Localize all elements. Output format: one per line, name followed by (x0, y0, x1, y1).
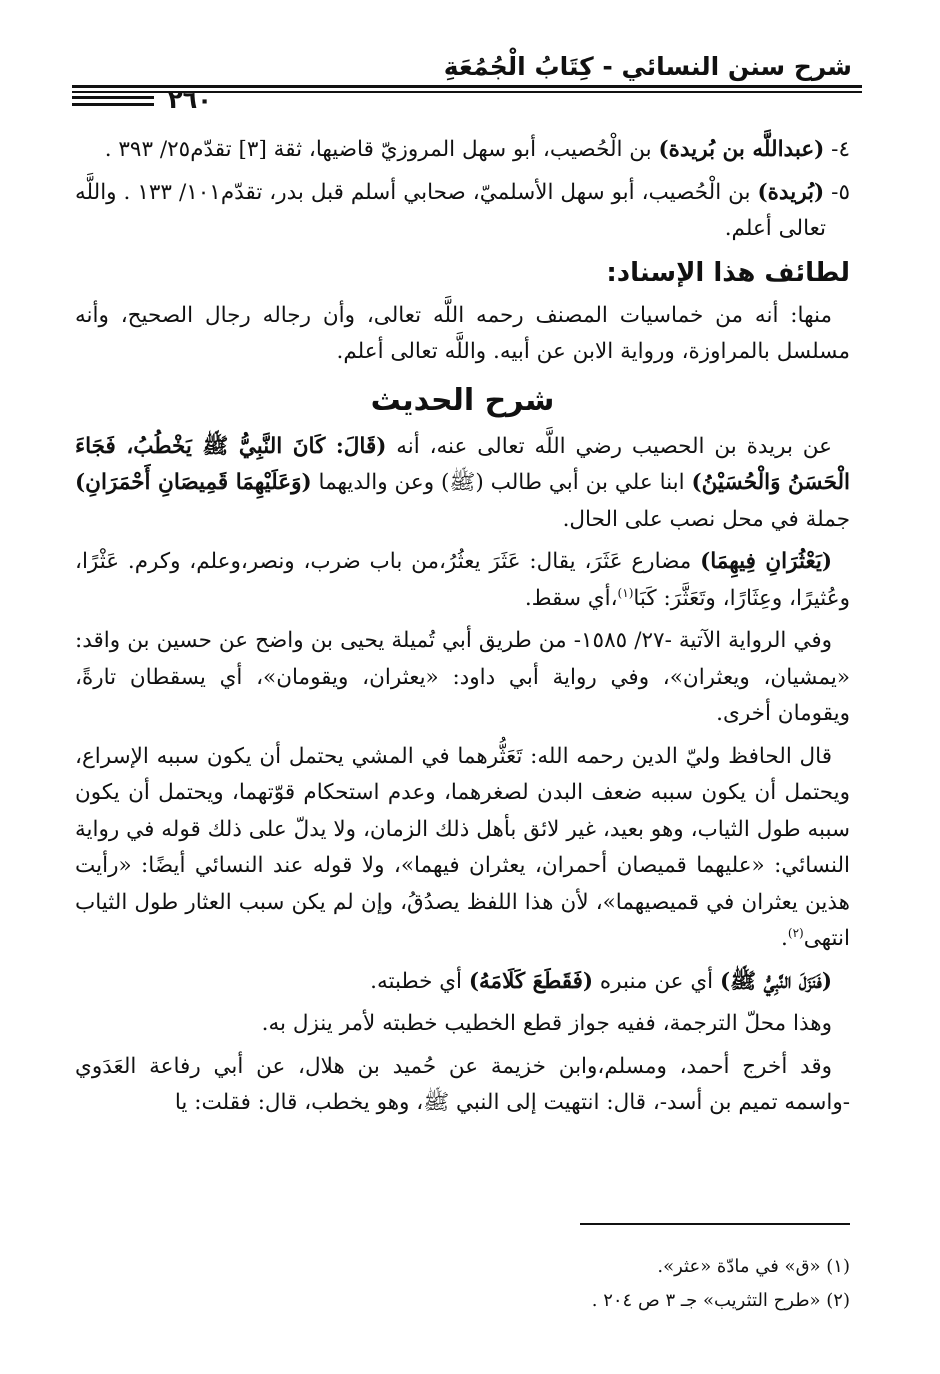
text-segment: أي عن منبره (593, 968, 720, 994)
sharh-heading: شرح الحديث (370, 382, 555, 418)
sharh-paragraph-1 (75, 429, 850, 539)
sharh-paragraph-5 (75, 964, 850, 1001)
sharh-paragraph-2 (75, 544, 850, 617)
footnote-marker: (١) (617, 585, 634, 600)
narrator-number: ٤- (824, 137, 850, 162)
sharh-paragraph-3: وفي الرواية الآتية -٢٧/ ١٥٨٥- من طريق أبي تُميلة يحيى بن واضح عن حسين بن واقد: «يمشيان، ويعثران»، وفي رواية أبي داود: «يعثران، ويقومان»، أي يسقطان تارةً، ويقومان أخرى. (75, 628, 850, 726)
footnote: (٢) «طرح التثريب» جـ ٣ ص ٢٠٤ . (591, 1290, 850, 1311)
footnotes (75, 1250, 850, 1318)
narrator-name: (بُريدة) (757, 179, 825, 205)
page-number-rule-2 (72, 103, 154, 106)
page-number-rule (72, 96, 154, 99)
narrator-name: (عبداللَّه بن بُريدة) (658, 137, 825, 162)
lataif-heading: لطائف هذا الإسناد: (606, 257, 850, 288)
text-segment: . (781, 926, 788, 951)
hadith-quote: (فَقَطَعَ كَلَامَهُ) (468, 968, 594, 994)
text-segment: ،أي سقط. (524, 585, 618, 611)
body-text (75, 132, 850, 1128)
footnote-marker: (٢) (787, 925, 804, 940)
text-segment: قال الحافظ وليّ الدين رحمه الله: تَعَثُّرهما في المشي يحتمل أن يكون سببه الإسراع، ويحتمل أن يكون سببه ضعف البدن لصغرهما، وعدم استحكام قوّتهما، ويحتمل أن يكون سببه طول الثياب، وهو بعيد، غير لائق بأهل ذلك الزمان، ولا يدلّ على ذلك قوله في رواية النسائي: «عليهما قميصان أحمران، يعثران فيهما»، ولا قوله عند النسائي أيضًا: «رأيت هذين يعثران في قميصيهما»، لأن هذا اللفظ يصدُقُ، وإن لم يكن سبب العثار طول الثياب انتهى (75, 743, 850, 951)
running-title: شرح سنن النسائي - كِتَابُ الْجُمُعَةِ (443, 52, 852, 81)
narrator-entry (75, 132, 850, 169)
hadith-quote: (وَعَلَيْهِمَا قَمِيصَانِ أَحْمَرَانِ) (75, 470, 312, 495)
text-segment: ابنا علي بن أبي طالب (ﷺ) وعن والديهما (311, 470, 692, 495)
text-segment: جملة في محل نصب على الحال. (562, 506, 850, 532)
hadith-quote: (قَالَ: كَانَ النَّبِيُّ ﷺ يَخْطُبُ، فَجَاءَ الْحَسَنُ وَالْحُسَيْنُ) (75, 433, 850, 495)
narrator-number: ٥- (824, 179, 851, 205)
sharh-paragraph-6: وهذا محلّ الترجمة، ففيه جواز قطع الخطيب خطبته لأمر ينزل به. (261, 1011, 832, 1036)
hadith-quote: (يَعْثُرَانِ فِيهِمَا) (700, 549, 832, 574)
text-segment: عن بريدة بن الحصيب رضي اللَّه تعالى عنه، أنه (386, 433, 832, 459)
text-segment: مضارع عَثَرَ، يقال: عَثَرَ يعثُرُ،من باب ضرب، ونصر،وعلم، وكرم. عَثْرًا، وعُثيرًا، وعِثَارًا، وتَعَثَّرَ: كَبَا (75, 549, 850, 611)
narrator-description: بن الْحُصيب، أبو سهل المروزيّ قاضيها، ثقة [٣] تقدّم٢٥/ ٣٩٣ . (104, 137, 659, 162)
narrator-entry (75, 175, 850, 248)
text-segment: أي خطبته. (370, 968, 469, 994)
footnote: (١) «ق» في مادّة «عثر». (657, 1256, 850, 1277)
lataif-paragraph: منها: أنه من خماسيات المصنف رحمه اللَّه تعالى، وأن رجاله رجال الصحيح، وأنه مسلسل بالمراوزة، ورواية الابن عن أبيه. واللَّه تعالى أعلم. (75, 302, 850, 364)
footnote-rule (580, 1223, 850, 1225)
sharh-paragraph-7: وقد أخرج أحمد، ومسلم،وابن خزيمة عن حُميد بن هلال، عن أبي رفاعة العَدَوي -واسمه تميم بن أسد-، قال: انتهيت إلى النبي ﷺ، وهو يخطب، قال: فقلت: يا (75, 1053, 850, 1115)
page-number: ٢٦٠ (168, 86, 212, 114)
narrator-description: بن الْحُصيب، أبو سهل الأسلميّ، صحابي أسلم قبل بدر، تقدّم١٠١/ ١٣٣ . واللَّه تعالى أعلم. (75, 179, 826, 241)
sharh-paragraph-4 (75, 739, 850, 958)
hadith-quote: (فَنَزَلَ النَّبِيُّ ﷺ) (719, 968, 832, 994)
